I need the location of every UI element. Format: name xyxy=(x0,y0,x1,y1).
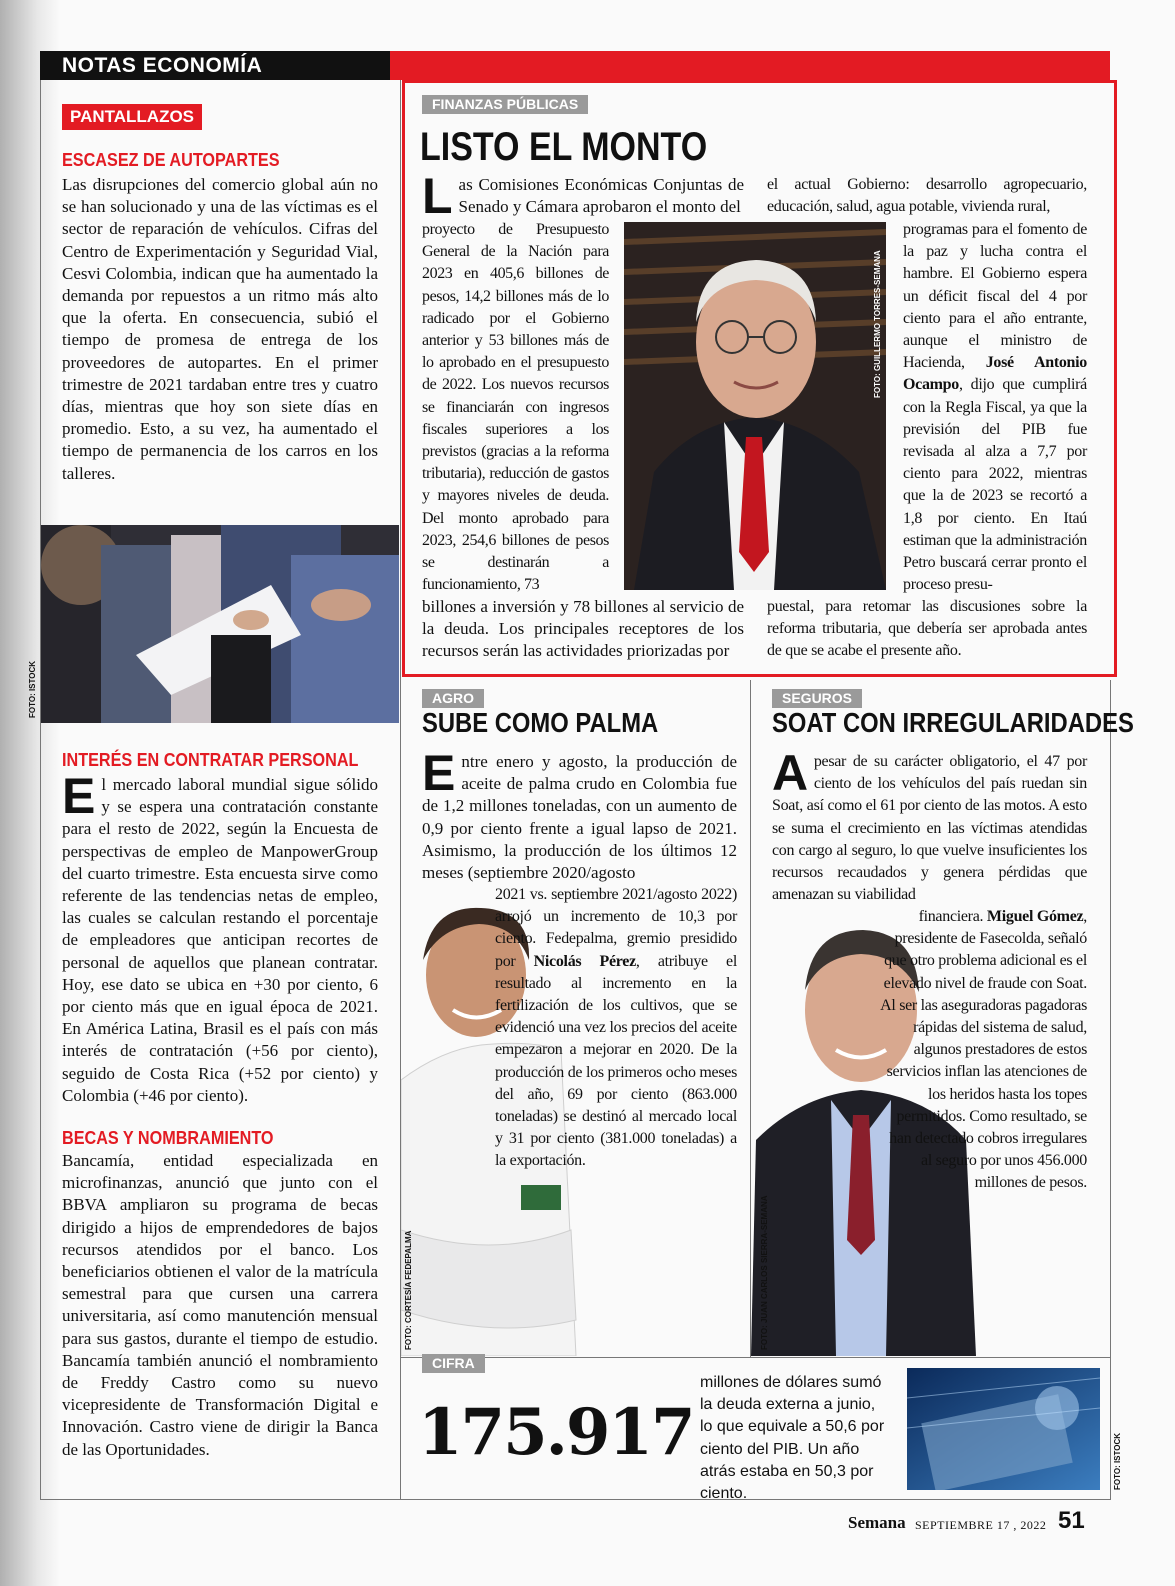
becas-title: BECAS Y NOMBRAMIENTO xyxy=(62,1128,274,1148)
seguros-body-wrap xyxy=(877,906,1087,1195)
main-col2-mid-a: programas para el fomento de la paz y lucha contra el hambre. El Gobierno espera un déficit fiscal del 4 por ciento para el año entrante, aunque el ministro de Hacienda, xyxy=(903,221,1087,372)
seguros-title: SOAT CON IRREGULARIDADES xyxy=(772,707,1134,738)
contratar-dropcap: E xyxy=(62,768,96,824)
cifra-tag: CIFRA xyxy=(422,1354,485,1373)
footer-magazine: Semana xyxy=(848,1513,906,1532)
agro-body-top xyxy=(422,745,737,884)
main-col1-mid: proyecto de Presupuesto General de la Nación para 2023 en 405,6 billones de pesos, 14,2 billones más de lo radicado por el Gobierno anterior y 53 billones más de lo aprobado en el presupuesto de 2022. Los nuevos recursos se financiarán con ingresos fiscales superiores a los previstos (gracias a la reforma tributaria), reducción de gastos y mayores niveles de deuda. Del monto aprobado para 2023, 254,6 billones de pesos se destinarán a funcionamiento, 73 xyxy=(422,221,609,594)
agro-body-wrap-a xyxy=(495,884,737,1173)
contratar-text: l mercado laboral mundial sigue sólido y se espera una contratación constante para el resto de 2022, según la Encuesta de perspectivas de empleo de ManpowerGroup del cuarto trimestre. Esta encuesta sirve como referente de las tendencias netas de empleo, las cuales se calculan restando el porcentaje de empleadores que anticipan recortes de personal de aquellos que planean contratar. Hoy, ese dato se ubica en +30 por ciento, 6 por ciento más que en igual época de 2021. En América Latina, Brasil es el país con más interés de contratación (+56 por ciento), seguido de Costa Rica (+52 por ciento) y Colombia (+46 por ciento). xyxy=(62,775,378,1105)
office-people-photo xyxy=(41,525,399,723)
main-col2-top: el actual Gobierno: desarrollo agropecuario, educación, salud, agua potable, vivienda rural, xyxy=(767,176,1087,216)
main-col2-name: José Antonio Ocampo xyxy=(903,354,1087,394)
photo-credit-torres: FOTO: GUILLERMO TORRES-SEMANA xyxy=(873,250,882,398)
becas-body: Bancamía, entidad especializada en microfinanzas, anunció que junto con el BBVA ampliaron su programa de becas dirigido a hijos de emprendedores de bajos recursos atendidos por el banco. Los beneficiarios obtienen el valor de la matrícula semestral para que cursen una carrera universitaria, así como manutención mensual para sus gastos, durante el tiempo de estudio. Bancamía también anunció el nombramiento de Freddy Castro como su nuevo vicepresidente de Transformación Digital e Innovación. Castro viene de dirigir la Banca de las Oportunidades. xyxy=(62,1151,378,1459)
seguros-dropcap: A xyxy=(772,745,808,801)
ocampo-photo xyxy=(624,222,886,590)
seguros-tag: SEGUROS xyxy=(772,689,862,708)
photo-credit-sierra: FOTO: JUAN CARLOS SIERRA-SEMANA xyxy=(760,1195,769,1350)
agro-title: SUBE COMO PALMA xyxy=(422,707,659,738)
main-col1-top-text: as Comisiones Económicas Conjuntas de Senado y Cámara aprobaron el monto del xyxy=(458,175,744,217)
finanzas-tag: FINANZAS PÚBLICAS xyxy=(422,95,588,114)
contratar-title: INTERÉS EN CONTRATAR PERSONAL xyxy=(62,750,359,770)
agro-name: Nicolás Pérez xyxy=(533,952,636,970)
money-photo xyxy=(907,1368,1100,1490)
agro-tag: AGRO xyxy=(422,689,484,708)
agro-wrap-b: , atribuye el resultado al incremento en la fertilización de los cultivos, que se evidenció una vez los precios del aceite empezaron a mejorar en 2020. De la producción de los primeros ocho meses del año, 69 por ciento (863.000 toneladas) se destinó al mercado local y 31 por ciento (381.000 toneladas) a la exportación. xyxy=(495,952,737,1170)
cifra-divider xyxy=(400,1357,1110,1358)
photo-credit-fedepalma: FOTO: CORTESÍA FEDEPALMA xyxy=(404,1230,413,1350)
section-header: NOTAS ECONOMÍA xyxy=(40,51,390,80)
autopartes-body: Las disrupciones del comercio global aún no se han solucionado y una de las víctimas es el sector de reparación de vehículos. Cifras del Centro de Experimentación y Seguridad Vial, Cesvi Colombia, indican que ha aumentado la demanda por repuestos a un ritmo más alto que la oferta. En consecuencia, subió el tiempo de promesa de entrega de los proveedores de autopartes. En el primer trimestre de 2021 tardaban entre tres y cuatro días, mientras que hoy son siete días en promedio. Esto, a su vez, ha aumentado el tiempo de permanencia de los carros en los talleres. xyxy=(62,175,378,483)
cifra-text: millones de dólares sumó la deuda externa a junio, lo que equivale a 50,6 por ciento del PIB. Un año atrás estaba en 50,3 por ciento. xyxy=(700,1374,885,1503)
cifra-number: 175.917 xyxy=(418,1395,694,1470)
contratar-body xyxy=(62,768,378,1107)
main-col2-mid xyxy=(903,219,1087,596)
seguros-body-top xyxy=(772,745,1087,906)
agro-dropcap: E xyxy=(422,745,456,801)
seguros-wrap-b: , presidente de Fasecolda, señaló que otro problema adicional es el elevado nivel de fraude con Soat. Al ser las aseguradoras pagadoras rápidas del sistema de salud, algunos prestadores de estos servicios inflan las atenciones de los heridos hasta los topes permitidos. Como resultado, se han detectado cobros irregulares al seguro por unos 456.000 millones de pesos. xyxy=(880,908,1087,1192)
bottom-border xyxy=(40,1499,1110,1500)
main-col1-top xyxy=(422,168,744,224)
listo-title: LISTO EL MONTO xyxy=(420,125,708,169)
photo-credit-istock-2: FOTO: ISTOCK xyxy=(1113,1432,1122,1490)
agro-body-top-text: ntre enero y agosto, la producción de aceite de palma crudo en Colombia fue de 1,2 millones toneladas, con un aumento de 0,9 por ciento frente a igual lapso de 2021. Asimismo, la producción de los últimos 12 meses (septiembre 2020/agosto xyxy=(422,752,737,883)
seguros-name: Miguel Gómez xyxy=(986,908,1084,925)
main-col2-bot: puestal, para retomar las discusiones sobre la reforma tributaria, que debería ser aprobada antes de que se acabe el presente año. xyxy=(767,598,1087,660)
section-header-bar xyxy=(390,51,1110,80)
seguros-wrap-a: financiera. xyxy=(918,908,987,925)
page-number: 51 xyxy=(1058,1507,1085,1534)
seguros-body-top-text: pesar de su carácter obligatorio, el 47 por ciento de los vehículos del país ruedan sin Soat, así como el 61 por ciento de las motos. A esto se suma el crecimiento en las víctimas atendidas con cargo al seguro, lo que vuelve insuficientes los recursos recaudados y genera pérdidas que amenazan su viabilidad xyxy=(772,753,1087,904)
right-border xyxy=(1110,680,1111,1500)
agro-wrap-a: 2021 vs. septiembre 2021/agosto 2022) arrojó un incremento de 10,3 por ciento. Fedepalma, gremio presidido por xyxy=(495,886,737,970)
autopartes-title: ESCASEZ DE AUTOPARTES xyxy=(62,150,280,170)
photo-credit-istock: FOTO: ISTOCK xyxy=(28,660,37,718)
main-col1-bot: billones a inversión y 78 billones al servicio de la deuda. Los principales receptores de los recursos serán las actividades priorizadas por xyxy=(422,597,744,661)
main-col2-mid-b: , dijo que cumplirá con la Regla Fiscal, ya que la previsión del PIB fue revisada al alza a 7,7 por ciento para 2022, mientras que la de 2023 se recortó a 1,8 por ciento. En Itaú estiman que la administración Petro buscará cerrar pronto el proceso presu- xyxy=(903,376,1087,594)
left-border xyxy=(40,80,41,1500)
pantallazos-tag: PANTALLAZOS xyxy=(62,104,202,130)
footer-date: SEPTIEMBRE 17 , 2022 xyxy=(915,1518,1047,1532)
main-dropcap: L xyxy=(422,168,453,224)
